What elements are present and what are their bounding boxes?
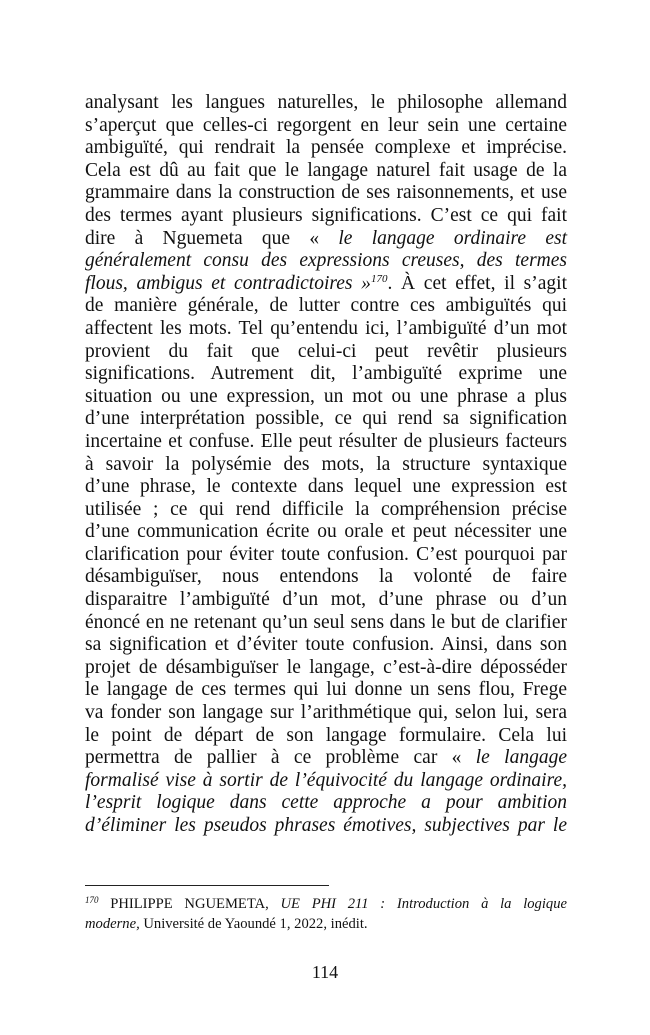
text-run: à savoir la polysémie des mots, la structure syntaxique (85, 453, 567, 475)
italic-text: le langage (475, 747, 567, 769)
text-run: désambiguïser, nous entendons la volonté de faire (85, 566, 567, 588)
text-run: disparaitre l’ambiguïté d’un mot, d’une phrase ou d’un (85, 589, 567, 611)
footnote-reference: 170 (85, 895, 99, 905)
text-line (85, 679, 567, 702)
text-line (85, 792, 567, 815)
text-line (85, 589, 567, 612)
text-line (85, 250, 567, 273)
text-line (85, 544, 567, 567)
text-line (85, 160, 567, 183)
italic-text: généralement consu des expressions creuses, des termes (85, 250, 567, 272)
text-line (85, 341, 567, 364)
text-run: le point de départ de son langage formulaire. Cela lui (85, 724, 567, 746)
text-line (85, 137, 567, 160)
text-run: d’une interprétation possible, ce qui rend sa signification (85, 408, 567, 430)
text-line (85, 92, 567, 115)
text-line (85, 770, 567, 793)
text-run: des termes ayant plusieurs significations. C’est ce qui fait (85, 204, 567, 226)
text-line (85, 295, 567, 318)
text-run: situation ou une expression, un mot ou une phrase a plus (85, 385, 567, 407)
text-run: affectent les mots. Tel qu’entendu ici, l’ambiguïté d’un mot (85, 317, 567, 339)
text-run: dire à Nguemeta que « (85, 227, 339, 249)
footnote-reference: 170 (370, 272, 388, 285)
text-run: clarification pour éviter toute confusion. C’est pourquoi par (85, 543, 567, 565)
text-line (85, 431, 567, 454)
italic-text: formalisé vise à sortir de l’équivocité du langage ordinaire, (85, 769, 567, 791)
text-line (85, 476, 567, 499)
text-run: . À cet effet, il s’agit (387, 272, 567, 294)
text-run: Cela est dû au fait que le langage naturel fait usage de la (85, 159, 567, 181)
text-line (85, 182, 567, 205)
page-number: 114 (311, 962, 339, 982)
text-run: projet de désambiguïser le langage, c’est-à-dire déposséder (85, 656, 567, 678)
text-run: va fonder son langage sur l’arithmétique qui, selon lui, sera (85, 702, 567, 724)
text-line (85, 657, 567, 680)
text-line (85, 894, 567, 914)
text-line (85, 566, 567, 589)
text-run: permettra de pallier à ce problème car « (85, 747, 476, 769)
text-run: s’aperçut que celles-ci regorgent en leur sein une certaine (85, 114, 567, 136)
text-run: utilisée ; ce qui rend difficile la compréhension précise (85, 498, 567, 520)
italic-text: flous, ambigus et contradictoires » (85, 272, 371, 294)
footnote (85, 894, 567, 934)
text-line (85, 725, 567, 748)
text-line (85, 702, 567, 725)
text-line (85, 521, 567, 544)
text-run: significations. Autrement dit, l’ambiguïté exprime une (85, 363, 567, 385)
text-run: incertaine et confuse. Elle peut résulter de plusieurs facteurs (85, 430, 567, 452)
text-run: Université de Yaoundé 1, 2022, inédit. (139, 916, 368, 932)
text-line (85, 273, 567, 296)
body-text (85, 92, 567, 838)
footnote-separator (85, 885, 329, 886)
text-run: de manière générale, de lutter contre ces ambiguïtés qui (85, 295, 567, 317)
text-line (85, 499, 567, 522)
italic-text: l’esprit logique dans cette approche a pour ambition (85, 792, 567, 814)
text-line (85, 815, 567, 838)
text-run: grammaire dans la construction de ses raisonnements, et use (85, 182, 567, 204)
italic-text: moderne, (85, 916, 140, 932)
text-run: provient du fait que celui-ci peut revêtir plusieurs (85, 340, 567, 362)
text-run: analysant les langues naturelles, le philosophe allemand (85, 92, 567, 113)
text-run: d’une communication écrite ou orale et peut nécessiter une (85, 521, 567, 543)
italic-text: le langage ordinaire est (338, 227, 567, 249)
text-run: le langage de ces termes qui lui donne un sens flou, Frege (85, 679, 567, 701)
text-line (85, 408, 567, 431)
text-line (85, 363, 567, 386)
text-line (85, 386, 567, 409)
text-line (85, 318, 567, 341)
text-line (85, 634, 567, 657)
text-line (85, 454, 567, 477)
text-run: ambiguïté, qui rendrait la pensée complexe et imprécise. (85, 137, 567, 159)
italic-text: d’éliminer les pseudos phrases émotives, subjectives par le (85, 815, 567, 836)
text-line (85, 205, 567, 228)
text-line (85, 914, 567, 934)
text-run: sa signification et d’éviter toute confusion. Ainsi, dans son (85, 634, 567, 656)
text-line (85, 115, 567, 138)
text-line (85, 228, 567, 251)
text-line (85, 612, 567, 635)
text-run: énoncé en ne retenant qu’un seul sens dans le but de clarifier (85, 611, 567, 633)
text-run: d’une phrase, le contexte dans lequel une expression est (85, 476, 567, 498)
text-run: PHILIPPE NGUEMETA, (98, 896, 281, 912)
italic-text: UE PHI 211 : Introduction à la logique (280, 896, 567, 912)
text-line (85, 747, 567, 770)
